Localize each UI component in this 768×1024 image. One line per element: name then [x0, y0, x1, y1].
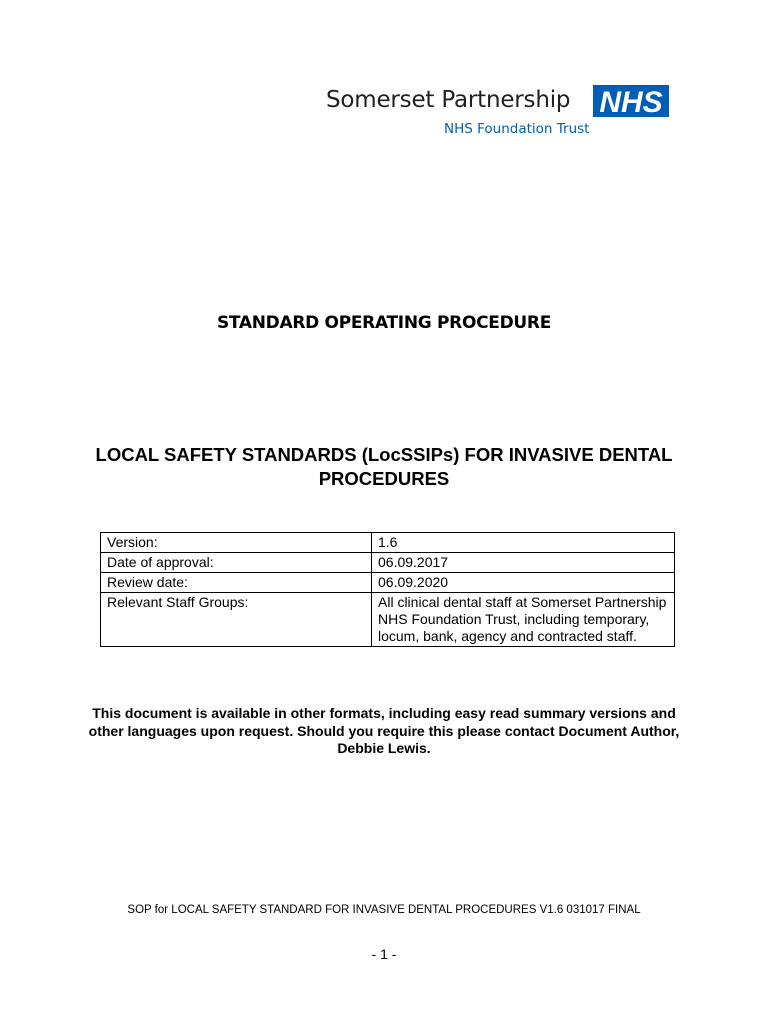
nhs-logo-icon [593, 85, 669, 117]
table-row [101, 593, 675, 647]
table-row [101, 573, 675, 593]
table-row [101, 533, 675, 553]
logo-organisation-name: Somerset Partnership [326, 87, 571, 113]
metadata-label: Relevant Staff Groups: [101, 593, 372, 647]
table-row [101, 553, 675, 573]
metadata-value: All clinical dental staff at Somerset Partnership NHS Foundation Trust, including temporary, locum, bank, agency and contracted staff. [372, 593, 675, 647]
document-title: LOCAL SAFETY STANDARDS (LocSSIPs) FOR INVASIVE DENTAL PROCEDURES [95, 444, 673, 489]
metadata-label: Date of approval: [101, 553, 372, 573]
page-number: - 1 - [371, 946, 397, 962]
logo-subtitle: NHS Foundation Trust [444, 121, 590, 137]
nhs-logo-text: NHS [599, 86, 663, 117]
document-type-heading: STANDARD OPERATING PROCEDURE [216, 313, 552, 333]
document-metadata-table [100, 532, 675, 647]
metadata-label: Review date: [101, 573, 372, 593]
metadata-label: Version: [101, 533, 372, 553]
document-footer: SOP for LOCAL SAFETY STANDARD FOR INVASIVE DENTAL PROCEDURES V1.6 031017 FINAL [127, 904, 641, 916]
availability-notice: This document is available in other formats, including easy read summary versions and other languages upon request. Should you require this please contact Document Author, Debbie Lewis. [88, 705, 680, 756]
metadata-value: 06.09.2017 [372, 553, 675, 573]
metadata-value: 1.6 [372, 533, 675, 553]
trust-logo [326, 85, 670, 137]
metadata-value: 06.09.2020 [372, 573, 675, 593]
